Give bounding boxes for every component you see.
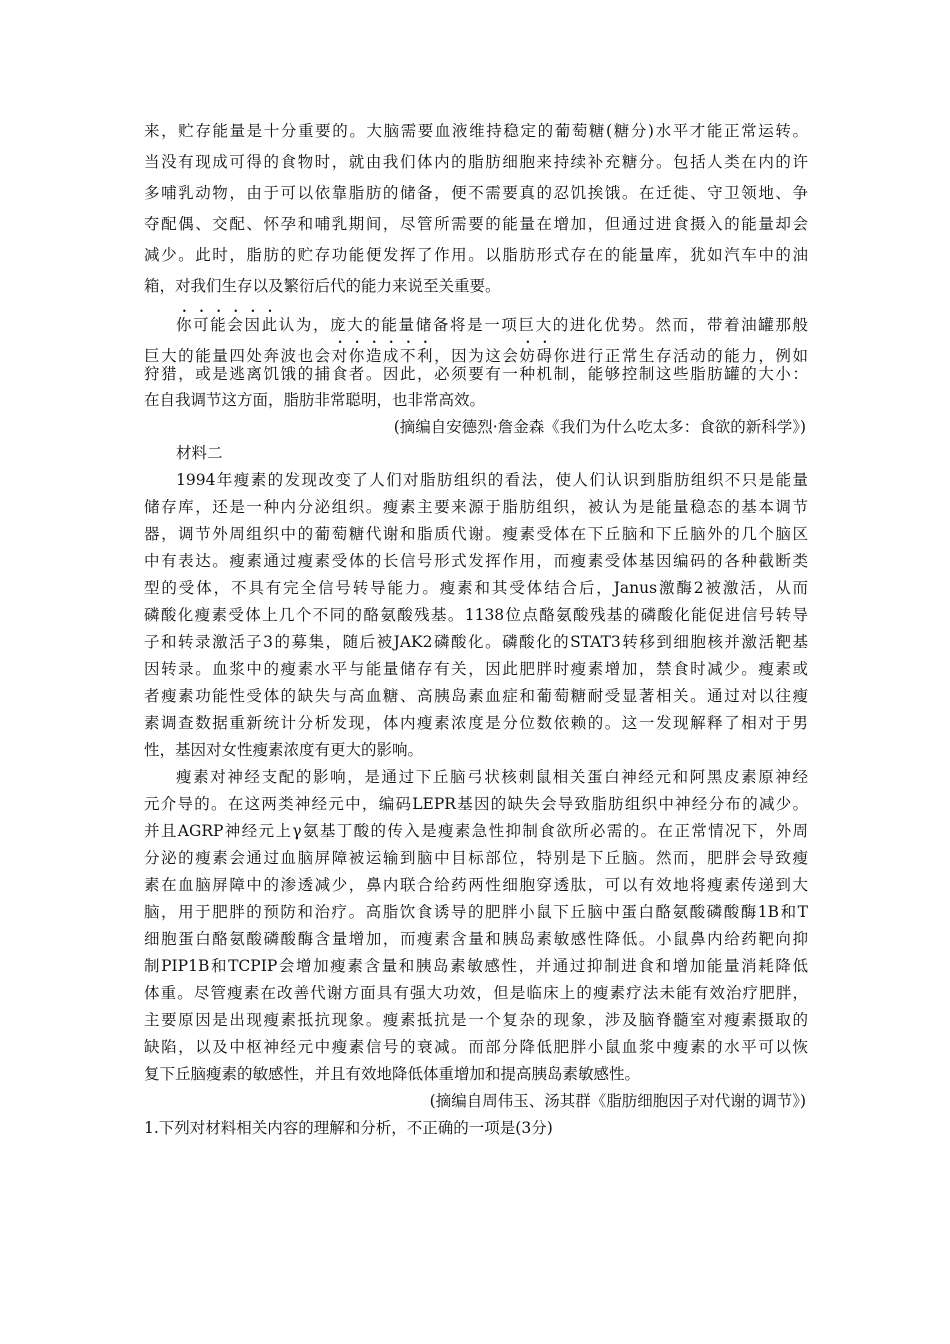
emphasized-phrase: 对你造成不利	[331, 347, 435, 365]
text-segment: ，因为这会	[434, 347, 520, 365]
text-line: 型的受体，不具有完全信号转导能力。瘦素和其受体结合后，Janus激酶2被激活，从而	[144, 579, 808, 597]
text-line: 元介导的。在这两类神经元中，编码LEPR基因的缺失会导致脂肪组织中神经分布的减少。	[144, 795, 808, 813]
emphasized-phrase: 妨碍	[519, 347, 554, 365]
text-line: 多哺乳动物，由于可以依靠脂肪的储备，便不需要真的忍饥挨饿。在迁徙、守卫领地、争	[144, 184, 808, 202]
text-line: 素在血脑屏障中的渗透减少，鼻内联合给药两性细胞穿透肽，可以有效地将瘦素传递到大	[144, 876, 808, 894]
text-line: 性，基因对女性瘦素浓度有更大的影响。	[144, 741, 424, 759]
section-heading: 材料二	[176, 444, 223, 462]
text-segment: 你进行正常生存活动的能力，例如	[553, 347, 808, 365]
text-line: 者瘦素功能性受体的缺失与高血糖、高胰岛素血症和葡萄糖耐受显著相关。通过对以往瘦	[144, 687, 808, 705]
text-line: 减少。此时，脂肪的贮存功能便发挥了作用。以脂肪形式存在的能量库，犹如汽车中的油	[144, 246, 808, 264]
text-line: 分泌的瘦素会通过血脑屏障被运输到脑中目标部位，特别是下丘脑。然而，肥胖会导致瘦	[144, 849, 808, 867]
text-segment: 巨大的能量四处奔波也会	[144, 347, 332, 365]
emphasized-phrase: 你可能会因此	[176, 316, 279, 334]
text-line: 体重。尽管瘦素在改善代谢方面具有强大功效，但是临床上的瘦素疗法未能有效治疗肥胖，	[144, 984, 808, 1002]
text-line: 脑，用于肥胖的预防和治疗。高脂饮食诱导的肥胖小鼠下丘脑中蛋白酪氨酸磷酸酶1B和T	[144, 903, 808, 921]
question-stem: 1.下列对材料相关内容的理解和分析，不正确的一项是(3分)	[144, 1119, 553, 1137]
text-line: 因转录。血浆中的瘦素水平与能量储存有关，因此肥胖时瘦素增加，禁食时减少。瘦素或	[144, 660, 808, 678]
text-line: 当没有现成可得的食物时，就由我们体内的脂肪细胞来持续补充糖分。包括人类在内的许	[144, 153, 808, 171]
text-segment: 认为，庞大的能量储备将是一项巨大的进化优势。然而，带着油罐那般	[278, 316, 808, 334]
source-citation: (摘编自安德烈·詹金森《我们为什么吃太多：食欲的新科学》)	[393, 418, 806, 436]
text-line: 中有表达。瘦素通过瘦素受体的长信号形式发挥作用，而瘦素受体基因编码的各种截断类	[144, 552, 808, 570]
text-line: 素调查数据重新统计分析发现，体内瘦素浓度是分位数依赖的。这一发现解释了相对于男	[144, 714, 808, 732]
text-line: 夺配偶、交配、怀孕和哺乳期间，尽管所需要的能量在增加，但通过进食摄入的能量却会	[144, 215, 808, 233]
text-line: 复下丘脑瘦素的敏感性，并且有效地降低体重增加和提高胰岛素敏感性。	[144, 1065, 641, 1083]
text-line: 箱，对我们生存以及繁衍后代的能力来说至关重要。	[144, 277, 501, 295]
text-line: 缺陷，以及中枢神经元中瘦素信号的衰减。而部分降低肥胖小鼠血浆中瘦素的水平可以恢	[144, 1038, 808, 1056]
text-line: 细胞蛋白酪氨酸磷酸酶含量增加，而瘦素含量和胰岛素敏感性降低。小鼠鼻内给药靶向抑	[144, 930, 808, 948]
text-line: 子和转录激活子3的募集，随后被JAK2磷酸化。磷酸化的STAT3转移到细胞核并激活靶基	[144, 633, 808, 651]
text-line: 主要原因是出现瘦素抵抗现象。瘦素抵抗是一个复杂的现象，涉及脑脊髓室对瘦素摄取的	[144, 1011, 808, 1029]
text-line: 储存库，还是一种内分泌组织。瘦素主要来源于脂肪组织，被认为是能量稳态的基本调节	[144, 498, 808, 516]
text-line: 狩猎，或是逃离饥饿的捕食者。因此，必须要有一种机制，能够控制这些脂肪罐的大小：	[144, 365, 808, 383]
text-line: 在自我调节这方面，脂肪非常聪明，也非常高效。	[144, 391, 486, 409]
text-line: 磷酸化瘦素受体上几个不同的酪氨酸残基。1138位点酪氨酸残基的磷酸化能促进信号转导	[144, 606, 808, 624]
text-line-emphasized	[176, 307, 808, 335]
text-line: 制PIP1B和TCPIP会增加瘦素含量和胰岛素敏感性，并通过抑制进食和增加能量消耗降低	[144, 957, 808, 975]
text-line: 器，调节外周组织中的葡萄糖代谢和脂质代谢。瘦素受体在下丘脑和下丘脑外的几个脑区	[144, 525, 808, 543]
text-line: 来，贮存能量是十分重要的。大脑需要血液维持稳定的葡萄糖(糖分)水平才能正常运转。	[144, 122, 808, 140]
text-line: 1994年瘦素的发现改变了人们对脂肪组织的看法，使人们认识到脂肪组织不只是能量	[176, 471, 808, 489]
text-line: 并且AGRP神经元上γ氨基丁酸的传入是瘦素急性抑制食欲所必需的。在正常情况下，外周	[144, 822, 808, 840]
source-citation: (摘编自周伟玉、汤其群《脂肪细胞因子对代谢的调节》)	[429, 1092, 806, 1110]
text-line-emphasized	[144, 338, 808, 366]
text-line: 瘦素对神经支配的影响，是通过下丘脑弓状核刺鼠相关蛋白神经元和阿黑皮素原神经	[176, 768, 808, 786]
